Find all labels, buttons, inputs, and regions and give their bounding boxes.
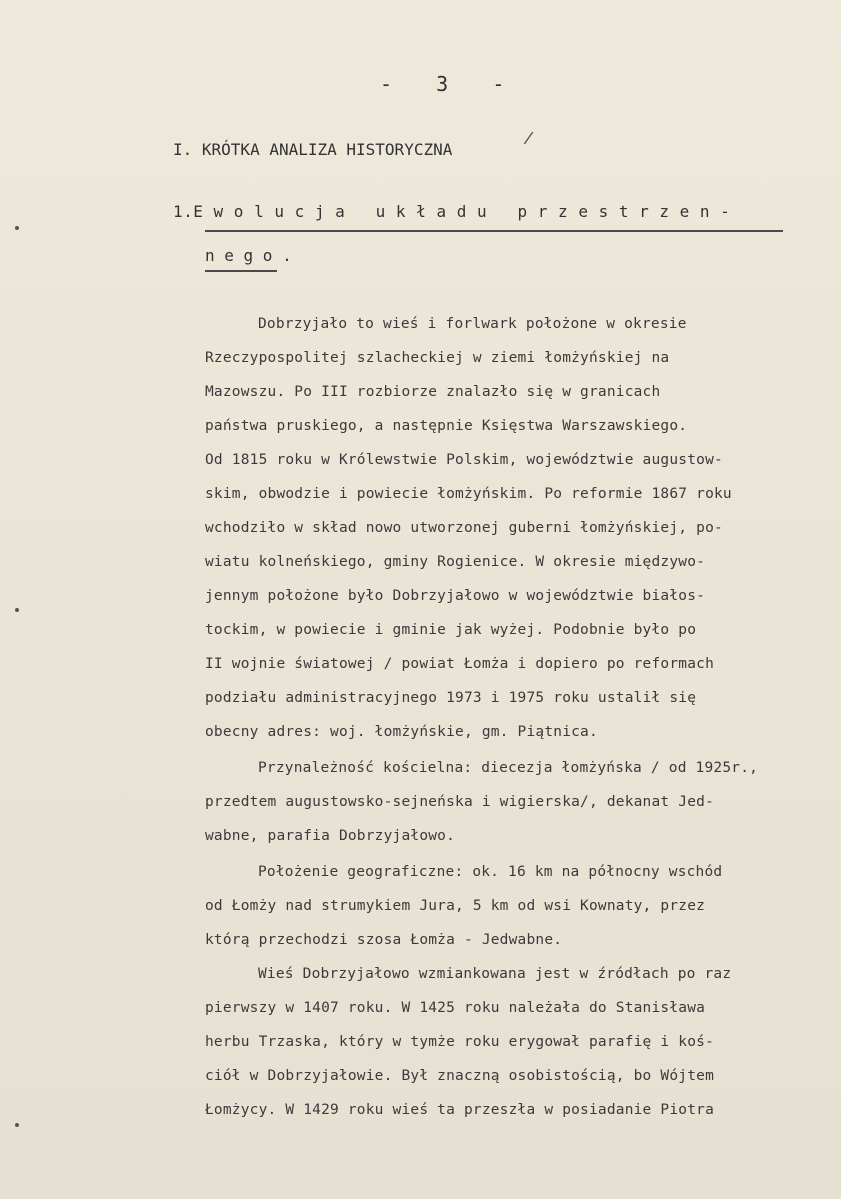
page-number: - 3 - [380,72,507,96]
text-line: II wojnie światowej / powiat Łomża i dopiero po reformach [205,656,714,672]
text-line: wiatu kolneńskiego, gminy Rogienice. W okresie międzywo- [205,554,706,570]
text-line: Położenie geograficzne: ok. 16 km na północny wschód [258,864,723,880]
subsection-number: 1. [173,202,194,221]
subsection-title-part2: n e g o . [205,246,292,265]
text-line: obecny adres: woj. łomżyńskie, gm. Piątnica. [205,724,598,740]
margin-mark [15,608,19,612]
subsection-title-part1: E w o l u c j a u k ł a d u p r z e s t r z e n - [193,202,731,221]
text-line: wchodziło w skład nowo utworzonej guberni łomżyńskiej, po- [205,520,723,536]
text-line: od Łomży nad strumykiem Jura, 5 km od wsi Kownaty, przez [205,898,706,914]
pen-mark: / [522,127,536,148]
text-line: Od 1815 roku w Królewstwie Polskim, województwie augustow- [205,452,723,468]
margin-mark [15,226,19,230]
text-line: podziału administracyjnego 1973 i 1975 roku ustalił się [205,690,697,706]
margin-mark [15,1123,19,1127]
subsection-heading [173,202,730,221]
text-line: skim, obwodzie i powiecie łomżyńskim. Po reformie 1867 roku [205,486,732,502]
text-line: ciół w Dobrzyjałowie. Był znaczną osobistością, bo Wójtem [205,1068,714,1084]
text-line: Przynależność kościelna: diecezja łomżyńska / od 1925r., [258,760,759,776]
heading-underline-short [205,270,277,272]
text-line: państwa pruskiego, a następnie Księstwa Warszawskiego. [205,418,688,434]
text-line: jennym położone było Dobrzyjałowo w województwie białos- [205,588,706,604]
text-line: przedtem augustowsko-sejneńska i wigierska/, dekanat Jed- [205,794,714,810]
text-line: tockim, w powiecie i gminie jak wyżej. Podobnie było po [205,622,697,638]
text-line: pierwszy w 1407 roku. W 1425 roku należała do Stanisława [205,1000,706,1016]
text-line: Rzeczypospolitej szlacheckiej w ziemi łomżyńskiej na [205,350,670,366]
text-line: którą przechodzi szosa Łomża - Jedwabne. [205,932,563,948]
text-line: herbu Trzaska, który w tymże roku erygował parafię i koś- [205,1034,714,1050]
text-line: Dobrzyjało to wieś i forlwark położone w okresie [258,316,687,332]
section-heading: I. KRÓTKA ANALIZA HISTORYCZNA [173,140,453,159]
text-line: Mazowszu. Po III rozbiorze znalazło się w granicach [205,384,661,400]
heading-underline [205,230,783,232]
text-line: Wieś Dobrzyjałowo wzmiankowana jest w źródłach po raz [258,966,732,982]
text-line: Łomżycy. W 1429 roku wieś ta przeszła w posiadanie Piotra [205,1102,714,1118]
text-line: wabne, parafia Dobrzyjałowo. [205,828,456,844]
